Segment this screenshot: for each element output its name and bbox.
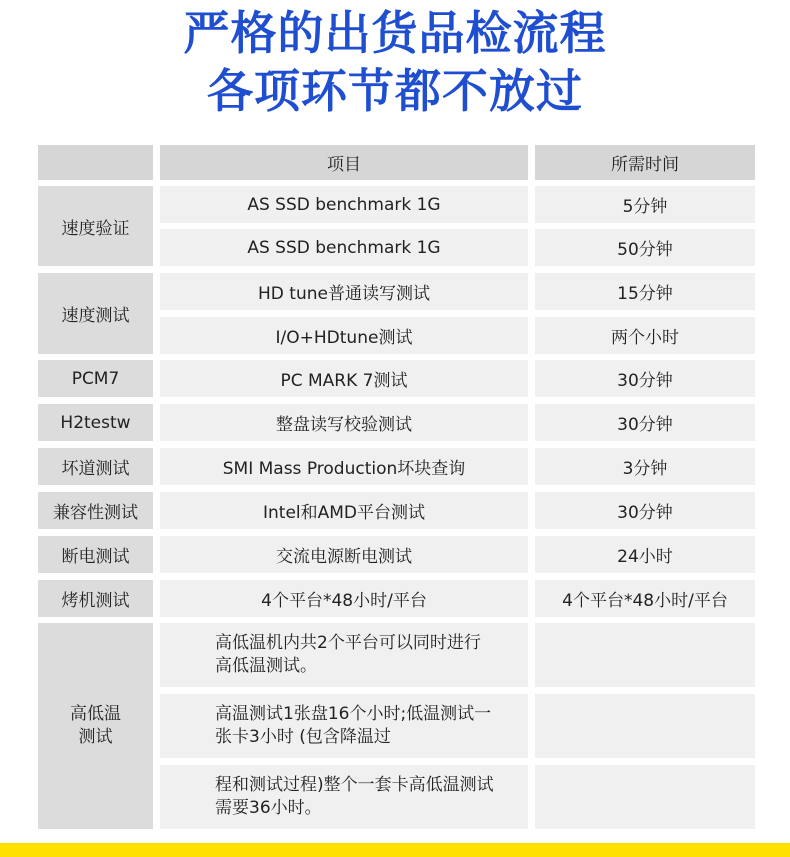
- category-power-off: 断电测试: [38, 536, 153, 573]
- row-time-empty: [535, 694, 755, 758]
- row-time: 3分钟: [535, 448, 755, 485]
- row-item: AS SSD benchmark 1G: [160, 186, 528, 223]
- row-item: PC MARK 7测试: [160, 360, 528, 397]
- row-item: HD tune普通读写测试: [160, 273, 528, 310]
- category-speed-verify: 速度验证: [38, 186, 153, 266]
- row-item-note: 程和测试过程)整个一套卡高低温测试 需要36小时。: [160, 765, 528, 829]
- row-item: 交流电源断电测试: [160, 536, 528, 573]
- row-time: 5分钟: [535, 186, 755, 223]
- row-time: 4个平台*48小时/平台: [535, 580, 755, 617]
- row-time-empty: [535, 765, 755, 829]
- category-bad-sector: 坏道测试: [38, 448, 153, 485]
- row-item: 整盘读写校验测试: [160, 404, 528, 441]
- category-h2testw: H2testw: [38, 404, 153, 441]
- header-blank-cell: [38, 145, 153, 180]
- row-item: 4个平台*48小时/平台: [160, 580, 528, 617]
- row-time-empty: [535, 623, 755, 687]
- row-time: 30分钟: [535, 404, 755, 441]
- row-time: 30分钟: [535, 360, 755, 397]
- category-temperature: 高低温 测试: [38, 623, 153, 829]
- row-item: I/O+HDtune测试: [160, 317, 528, 354]
- row-item: Intel和AMD平台测试: [160, 492, 528, 529]
- category-burn-in: 烤机测试: [38, 580, 153, 617]
- row-item: SMI Mass Production坏块查询: [160, 448, 528, 485]
- page-title-line2: 各项环节都不放过: [207, 64, 583, 118]
- row-item: AS SSD benchmark 1G: [160, 229, 528, 266]
- row-item-note: 高低温机内共2个平台可以同时进行 高低温测试。: [160, 623, 528, 687]
- row-time: 两个小时: [535, 317, 755, 354]
- category-pcm7: PCM7: [38, 360, 153, 397]
- row-time: 15分钟: [535, 273, 755, 310]
- header-time: 所需时间: [535, 145, 755, 180]
- row-time: 30分钟: [535, 492, 755, 529]
- row-time: 50分钟: [535, 229, 755, 266]
- header-item: 项目: [160, 145, 528, 180]
- category-compatibility: 兼容性测试: [38, 492, 153, 529]
- row-time: 24小时: [535, 536, 755, 573]
- page-title-line1: 严格的出货品检流程: [183, 6, 607, 60]
- bottom-accent-bar: [0, 843, 790, 857]
- row-item-note: 高温测试1张盘16个小时;低温测试一 张卡3小时 (包含降温过: [160, 694, 528, 758]
- category-speed-test: 速度测试: [38, 273, 153, 354]
